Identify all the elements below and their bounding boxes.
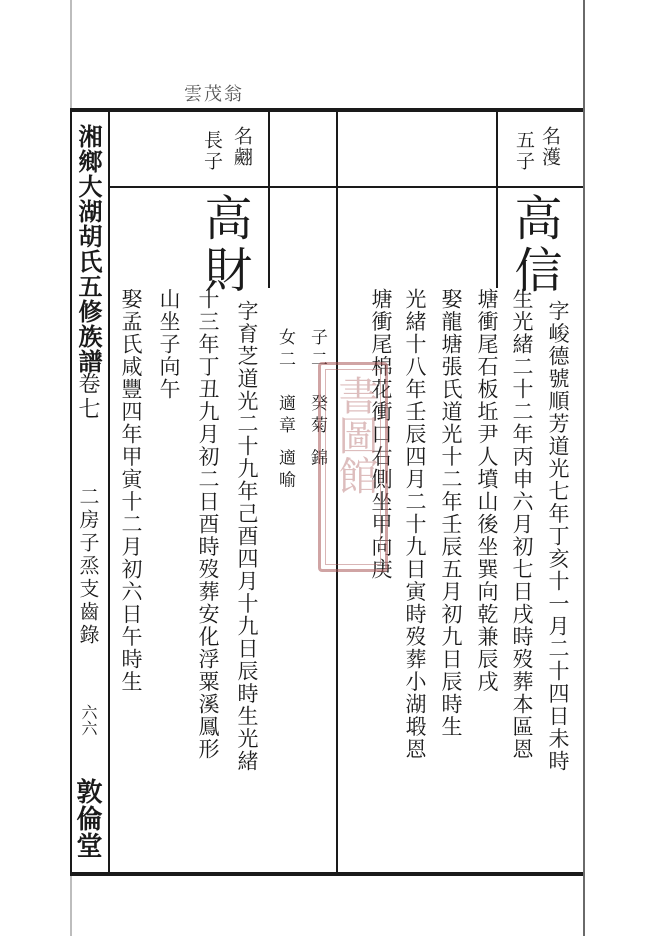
top-note: 雲茂翁 — [184, 84, 244, 105]
margin-volume: 卷七 — [75, 372, 100, 422]
entry-1-children-daughters-label: 女二 — [275, 328, 295, 372]
entry-1-line-4: 娶龍塘張氏道光十二年壬辰五月初九日辰時生 — [439, 288, 463, 738]
scan-edge-right — [583, 0, 585, 936]
entry-1-children-sons: 癸菊 錦 — [307, 394, 327, 471]
margin-section: 二房子烝支齒錄 — [76, 486, 100, 647]
entry-2-label-bottom: 長子 — [201, 130, 223, 172]
margin-hall: 敦倫堂 — [72, 778, 102, 859]
margin-title: 湘鄉大湖胡氏五修族譜 — [74, 124, 103, 374]
label-divider-left — [268, 108, 270, 288]
entry-2-label-top: 名翽 — [231, 126, 253, 168]
entry-1-label-bottom: 五子 — [513, 130, 535, 172]
entry-1-children-sons-label: 子二 — [307, 328, 327, 372]
entry-1-line-5: 光緒十八年壬辰四月二十九日寅時歿葬小湖塅恩 — [403, 288, 427, 761]
entry-2-line-1: 字育芝道光二十九年己酉四月十九日辰時生光緒 — [235, 300, 259, 773]
entry-1-line-2: 生光緒二十二年丙申六月初七日戌時歿葬本區恩 — [510, 288, 534, 761]
entry-1-name: 高信 — [506, 193, 562, 297]
entry-1-children-daughters: 適章 適喻 — [275, 394, 295, 493]
entry-1-line-6: 塘衝尾棉花衝口右側坐甲向庚 — [369, 288, 393, 581]
page-number: 六六 — [79, 704, 98, 736]
library-seal-stamp — [318, 362, 388, 572]
margin-strip-divider — [108, 108, 110, 876]
label-divider-right — [496, 108, 498, 288]
header-rule — [108, 186, 583, 188]
entry-2-line-4: 娶孟氏咸豐四年甲寅十二月初六日午時生 — [119, 288, 143, 693]
entry-2-name: 高財 — [196, 193, 252, 297]
entry-1-line-1: 字峻德號順芳道光七年丁亥十一月二十四日未時 — [546, 300, 570, 773]
library-seal-text: 書圖館 — [332, 375, 378, 495]
entry-1-line-3: 塘衝尾石板坵尹人墳山後坐巽向乾兼辰戌 — [475, 288, 499, 693]
entry-2-line-3: 山坐子向午 — [157, 288, 181, 401]
entry-1-label-top: 名濩 — [539, 126, 561, 168]
entry-2-line-2: 十三年丁丑九月初二日酉時歿葬安化浮粟溪鳳形 — [196, 288, 220, 761]
